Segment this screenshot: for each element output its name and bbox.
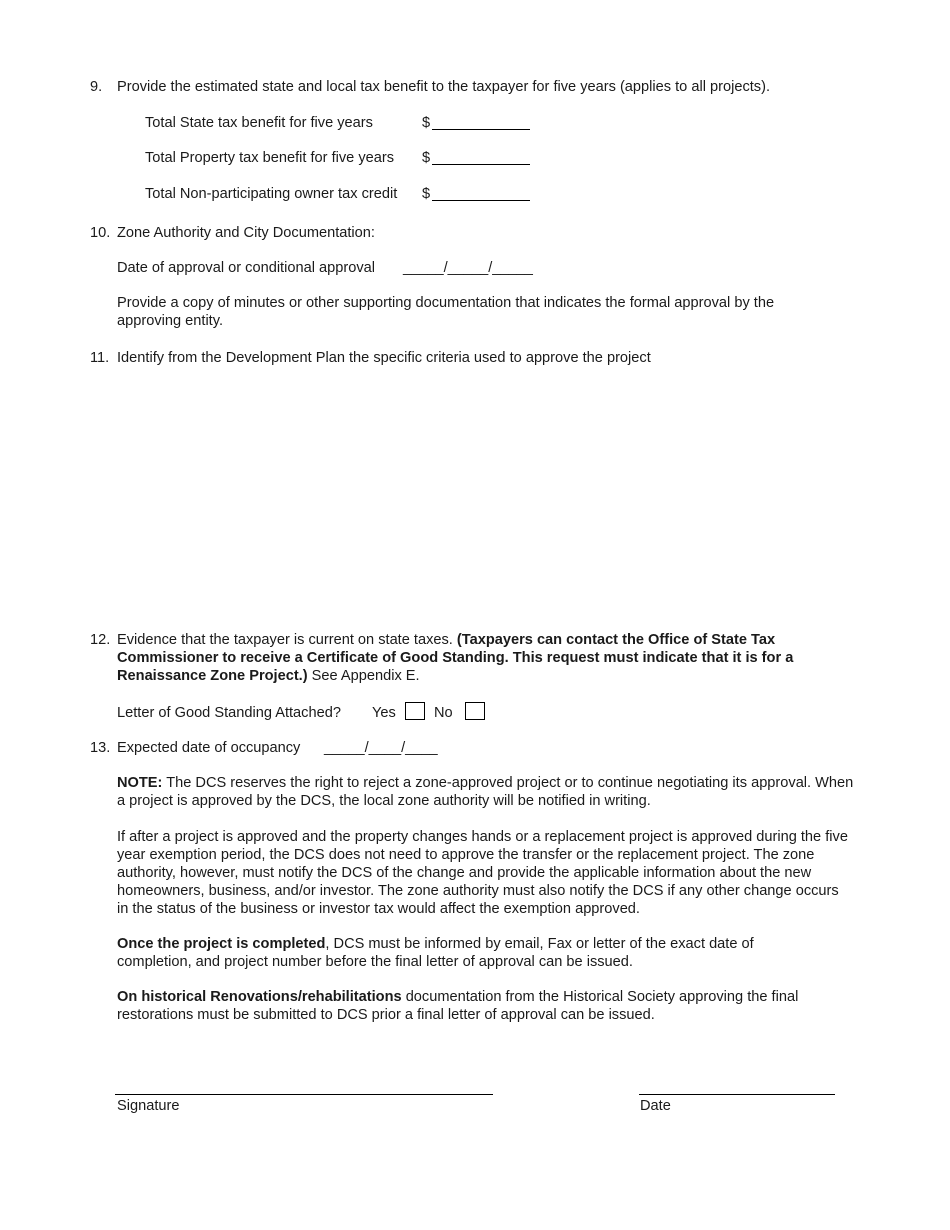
- state-tax-benefit-label: Total State tax benefit for five years: [145, 115, 373, 131]
- completed-text: , DCS must be informed by email, Fax or letter of the exact date of completion, and project number before the final letter of approval can be issued.: [117, 936, 754, 970]
- q12-text-bold: (Taxpayers can contact the Office of State Tax Commissioner to receive a Certificate of Good Standing. This request must indicate that it is for a Renaissance Zone Project.): [117, 632, 794, 684]
- note-text: The DCS reserves the right to reject a zone-approved project or to continue negotiating its approval. When a project is approved by the DCS, the local zone authority will be notified in writing.: [117, 775, 854, 809]
- occupancy-date-field[interactable]: _____/____/____: [324, 740, 438, 756]
- completed-paragraph: [117, 935, 817, 971]
- non-participating-credit-field[interactable]: [432, 200, 530, 201]
- historical-text: documentation from the Historical Society approving the final restorations must be submitted to DCS prior a final letter of approval can be issued.: [117, 989, 799, 1023]
- completed-bold: Once the project is completed: [117, 936, 326, 952]
- date-label: Date: [640, 1098, 671, 1114]
- q9-number: 9.: [90, 79, 103, 95]
- historical-paragraph: [117, 988, 852, 1024]
- letter-good-standing-label: Letter of Good Standing Attached?: [117, 705, 341, 721]
- signature-label: Signature: [117, 1098, 180, 1114]
- approval-date-field[interactable]: _____/_____/_____: [403, 260, 533, 276]
- q10-paragraph: Provide a copy of minutes or other supporting documentation that indicates the formal approval by the approving entity.: [117, 295, 775, 329]
- q12-text-tail: See Appendix E.: [307, 668, 420, 684]
- property-tax-benefit-label: Total Property tax benefit for five years: [145, 150, 395, 166]
- state-tax-currency: $: [422, 115, 431, 131]
- historical-bold: On historical Renovations/rehabilitations: [117, 989, 402, 1005]
- signature-line[interactable]: [115, 1094, 493, 1095]
- q9-text: Provide the estimated state and local tax benefit to the taxpayer for five years (applies to all projects).: [117, 79, 771, 95]
- q10-number: 10.: [90, 225, 111, 241]
- state-tax-benefit-field[interactable]: [432, 129, 530, 130]
- property-tax-benefit-field[interactable]: [432, 164, 530, 165]
- property-tax-currency: $: [422, 150, 431, 166]
- approval-date-label: Date of approval or conditional approval: [117, 260, 375, 276]
- transfer-paragraph: If after a project is approved and the property changes hands or a replacement project is approved during the five year exemption period, the DCS does not need to approve the transfer or the replacement project. The zone authority, however, must notify the DCS of the change and provide the applicable information about the new homeowners, business, and/or investor. The zone authority must also notify the DCS if any other change occurs in the status of the business or investor tax would affect the exemption approved.: [117, 829, 848, 917]
- q13-text: Expected date of occupancy: [117, 740, 301, 756]
- date-line[interactable]: [639, 1094, 835, 1095]
- q11-text: Identify from the Development Plan the specific criteria used to approve the project: [117, 350, 651, 366]
- no-checkbox[interactable]: [465, 702, 485, 720]
- note-bold: NOTE:: [117, 775, 163, 791]
- q12-text-plain: Evidence that the taxpayer is current on state taxes.: [117, 632, 457, 648]
- note-paragraph: [117, 774, 862, 810]
- q11-number: 11.: [90, 350, 110, 366]
- q13-number: 13.: [90, 740, 111, 756]
- q10-text: Zone Authority and City Documentation:: [117, 225, 375, 241]
- non-participating-credit-label: Total Non-participating owner tax credit: [145, 186, 398, 202]
- yes-checkbox[interactable]: [405, 702, 425, 720]
- q12-text: [117, 631, 852, 685]
- non-participating-currency: $: [422, 186, 431, 202]
- q11-response-area[interactable]: [117, 372, 837, 622]
- no-label: No: [434, 705, 453, 721]
- yes-label: Yes: [372, 705, 396, 721]
- q12-number: 12.: [90, 632, 111, 648]
